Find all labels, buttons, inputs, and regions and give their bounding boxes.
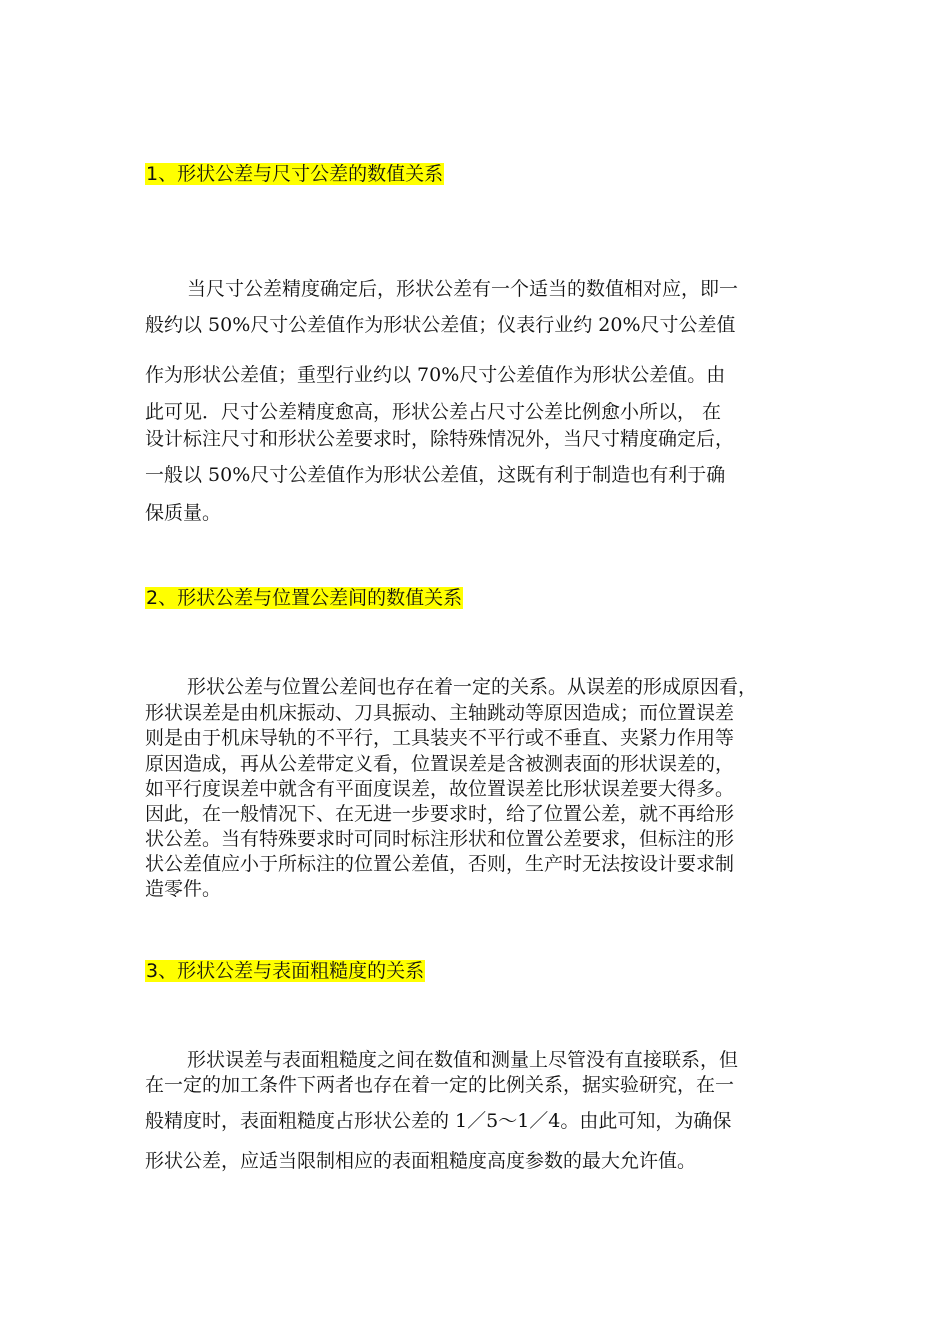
section-1-heading: 1、形状公差与尺寸公差的数值关系 (146, 163, 444, 185)
section-1-line-4: 此可见．尺寸公差精度愈高，形状公差占尺寸公差比例愈小所以， 在 (145, 401, 722, 423)
section-3-line-1: 形状误差与表面粗糙度之间在数值和测量上尽管没有直接联系，但 (187, 1049, 739, 1071)
section-2-heading: 2、形状公差与位置公差间的数值关系 (146, 587, 463, 609)
section-2-line-5: 如平行度误差中就含有平面度误差，故位置误差比形状误差要大得多。 (145, 778, 735, 800)
section-1-line-3: 作为形状公差值；重型行业约以 70%尺寸公差值作为形状公差值。由 (145, 364, 726, 386)
section-3-line-2: 在一定的加工条件下两者也存在着一定的比例关系，据实验研究，在一 (145, 1074, 735, 1096)
section-2-line-6: 因此，在一般情况下、在无进一步要求时，给了位置公差，就不再给形 (145, 803, 735, 825)
section-2-line-4: 原因造成，再从公差带定义看，位置误差是含被测表面的形状误差的， (145, 753, 735, 775)
section-2-line-8: 状公差值应小于所标注的位置公差值，否则，生产时无法按设计要求制 (145, 853, 735, 875)
section-2-line-1: 形状公差与位置公差间也存在着一定的关系。从误差的形成原因看， (187, 676, 758, 698)
section-1-line-7: 保质量。 (145, 502, 222, 524)
section-2-line-9: 造零件。 (145, 878, 222, 900)
section-1-line-5: 设计标注尺寸和形状公差要求时，除特殊情况外，当尺寸精度确定后， (145, 428, 735, 450)
section-2-line-3: 则是由于机床导轨的不平行，工具装夹不平行或不垂直、夹紧力作用等 (145, 727, 735, 749)
section-1-line-2: 般约以 50%尺寸公差值作为形状公差值；仪表行业约 20%尺寸公差值 (145, 314, 736, 336)
section-3-line-3: 般精度时，表面粗糙度占形状公差的 1／5～1／4。由此可知，为确保 (145, 1110, 732, 1132)
section-3-heading: 3、形状公差与表面粗糙度的关系 (146, 960, 425, 982)
section-1-line-6: 一般以 50%尺寸公差值作为形状公差值，这既有利于制造也有利于确 (145, 464, 726, 486)
section-2-line-7: 状公差。当有特殊要求时可同时标注形状和位置公差要求，但标注的形 (145, 828, 735, 850)
section-2-line-2: 形状误差是由机床振动、刀具振动、主轴跳动等原因造成；而位置误差 (145, 702, 735, 724)
section-1-line-1: 当尺寸公差精度确定后，形状公差有一个适当的数值相对应，即一 (187, 278, 739, 300)
section-3-line-4: 形状公差，应适当限制相应的表面粗糙度高度参数的最大允许值。 (145, 1150, 697, 1172)
